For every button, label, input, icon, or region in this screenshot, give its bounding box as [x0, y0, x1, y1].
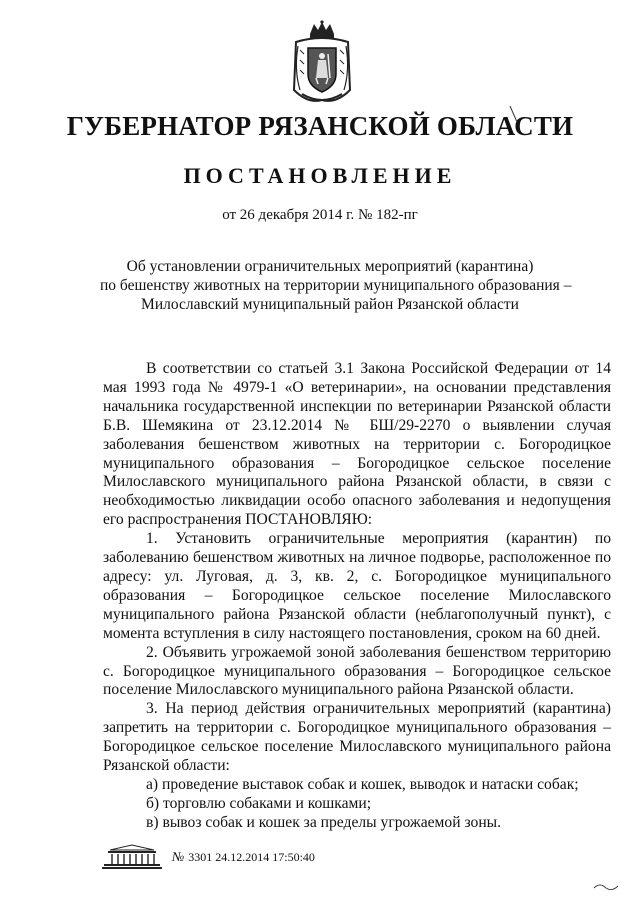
item-1-paragraph: 1. Установить ограничительные мероприятия (карантин) по заболеванию бешенством животных на личное подворье, расположенное по адресу: ул. Луговая, д. 3, кв. 2, с. Богородицкое муниципального образования – Богородицкое сельское поселение Милославского муниципального района Рязанской области (неблагополучный пункт), с момента вступления в силу настоящего постановления, сроком на 60 дней.: [103, 530, 611, 642]
subject-line: по бешенству животных на территории муниципального образования –: [100, 277, 572, 294]
sub-item-c: в) вывоз собак и кошек за пределы угрожаемой зоны.: [146, 813, 502, 831]
org-title: ГУБЕРНАТОР РЯЗАНСКОЙ ОБЛАСТИ: [66, 111, 574, 141]
item-3-paragraph: 3. На период действия ограничительных мероприятий (карантина) запретить на территории с. Богородицкое муниципального образования – Богородицкое сельское поселение Милославского муниципального района Рязанской области:: [103, 700, 611, 775]
item-2-paragraph: 2. Объявить угрожаемой зоной заболевания бешенством территорию с. Богородицкое муниципального образования – Богородицкое сельское поселение Милославского муниципального района Рязанской области.: [103, 643, 611, 699]
doc-type-title: ПОСТАНОВЛЕНИЕ: [183, 163, 457, 188]
doc-date: от 26 декабря 2014 г. № 182-пг: [222, 207, 418, 223]
coat-of-arms-icon: [288, 20, 356, 106]
sub-item-b: б) торговлю собаками и кошками;: [146, 794, 372, 812]
sub-item-a: а) проведение выставок собак и кошек, выводок и натаски собак;: [146, 775, 579, 793]
building-logo-icon: [102, 844, 162, 870]
scan-smudge-icon: [592, 880, 620, 894]
registration-number-mark: №: [172, 849, 185, 864]
preamble-paragraph: В соответствии со статьей 3.1 Закона Российской Федерации от 14 мая 1993 года № 4979-1 «О ветеринарии», на основании представления начальника государственной инспекции по ветеринарии Рязанской области Б.В. Шемякина от 23.12.2014 № БШ/29-2270 о выявлении случая заболевания бешенством животных на территории с. Богородицкое муниципального образования – Богородицкое сельское поселение Милославского муниципального района Рязанской области, в связи с необходимостью ликвидации особо опасного заболевания и недопущения его распространения ПОСТАНОВЛЯЮ:: [103, 360, 611, 529]
subject-line: Об установлении ограничительных мероприятий (карантина): [126, 258, 534, 275]
scan-mark-icon: [508, 104, 520, 124]
registration-stamp-text: 3301 24.12.2014 17:50:40: [188, 849, 315, 864]
document-body: [103, 360, 611, 833]
registration-footer: [102, 842, 315, 872]
subject-block: [100, 257, 572, 314]
subject-line: Милославский муниципальный район Рязанской области: [141, 296, 519, 313]
